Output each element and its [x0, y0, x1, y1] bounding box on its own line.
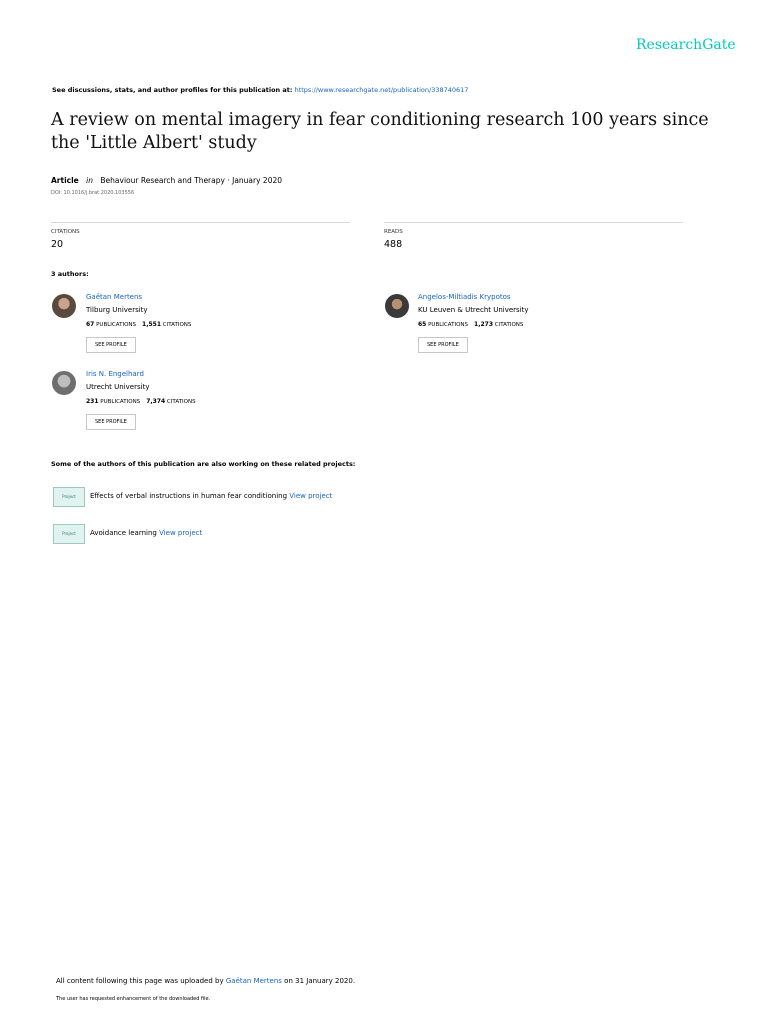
project-icon: Project	[53, 524, 85, 544]
project-title: Effects of verbal instructions in human fear conditioning	[90, 492, 288, 500]
authors-heading: 3 authors:	[51, 270, 89, 278]
reads-count: 488	[384, 239, 403, 250]
publication-date: · January 2020	[227, 176, 283, 185]
article-type: Article	[51, 176, 79, 185]
related-projects-heading: Some of the authors of this publication are also working on these related projects:	[51, 460, 356, 468]
see-profile-button[interactable]: SEE PROFILE	[418, 337, 468, 353]
author-name[interactable]: Angelos-Miltiadis Krypotos	[418, 293, 511, 301]
author-name[interactable]: Gaëtan Mertens	[86, 293, 143, 301]
avatar[interactable]	[52, 371, 76, 395]
researchgate-logo[interactable]: ResearchGate	[636, 37, 736, 53]
author-stats: 67 PUBLICATIONS 1,551 CITATIONS	[86, 321, 192, 328]
publication-meta	[51, 176, 282, 185]
project-item	[90, 529, 202, 537]
divider-right	[384, 222, 683, 223]
project-icon: Project	[53, 487, 85, 507]
discussion-text: See discussions, stats, and author profiles for this publication at:	[52, 86, 293, 94]
author-affiliation: Utrecht University	[86, 383, 150, 391]
citations-label: CITATIONS	[51, 229, 80, 235]
view-project-link[interactable]: View project	[289, 492, 333, 500]
see-profile-button[interactable]: SEE PROFILE	[86, 337, 136, 353]
avatar[interactable]	[52, 294, 76, 318]
author-affiliation: KU Leuven & Utrecht University	[418, 306, 529, 314]
view-project-link[interactable]: View project	[159, 529, 203, 537]
project-item	[90, 492, 332, 500]
upload-note: All content following this page was uploaded by Gaëtan Mertens on 31 January 2020.	[56, 977, 356, 985]
journal-name: Behaviour Research and Therapy	[100, 176, 225, 185]
publication-link[interactable]: https://www.researchgate.net/publication/338740617	[294, 86, 469, 94]
project-title: Avoidance learning	[90, 529, 157, 537]
author-affiliation: Tilburg University	[86, 306, 148, 314]
author-stats: 231 PUBLICATIONS 7,374 CITATIONS	[86, 398, 196, 405]
paper-title: A review on mental imagery in fear conditioning research 100 years since the 'Little Albert' study	[51, 110, 709, 153]
author-stats: 65 PUBLICATIONS 1,273 CITATIONS	[418, 321, 524, 328]
uploader-link[interactable]: Gaëtan Mertens	[225, 977, 282, 985]
reads-label: READS	[384, 229, 403, 235]
divider-left	[51, 222, 350, 223]
enhancement-note: The user has requested enhancement of the downloaded file.	[56, 996, 211, 1002]
author-name[interactable]: Iris N. Engelhard	[86, 370, 144, 378]
citations-count: 20	[51, 239, 64, 250]
discussion-note	[52, 86, 468, 94]
doi: DOI: 10.1016/j.brat.2020.103556	[51, 190, 135, 196]
in-label: in	[86, 176, 93, 185]
see-profile-button[interactable]: SEE PROFILE	[86, 414, 136, 430]
avatar[interactable]	[385, 294, 409, 318]
